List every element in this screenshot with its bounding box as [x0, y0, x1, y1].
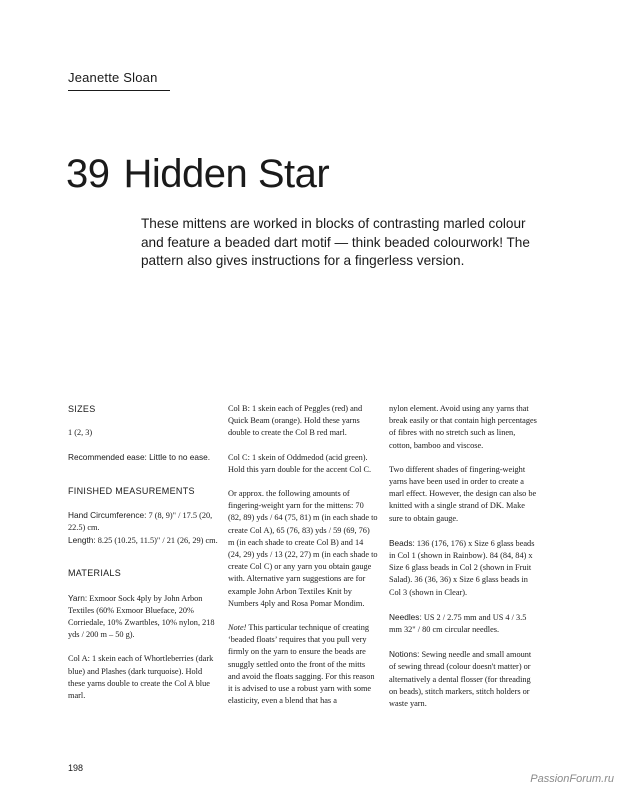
ease-label: Recommended ease: — [68, 452, 147, 463]
note-value: This particular technique of creating ‘beaded floats’ requires that you pull very firmly on the yarn to ensure the beads are snuggly settled onto the front of the mitts and avoid the floats sagging. For this reason it is advised to use a robust yarn with some elasticity, even a blend that has a — [228, 623, 375, 706]
needles-line — [389, 611, 539, 636]
notions-value: Sewing needle and small amount of sewing thread (colour doesn't matter) or alternatively a dental flosser (for threading on beads), stitch markers, stitch holders or waste yarn. — [389, 650, 532, 709]
hand-value: 7 (8, 9)" / 17.5 (20, 22.5) cm. — [68, 510, 213, 533]
note-line — [228, 622, 378, 707]
materials-heading: MATERIALS — [68, 568, 122, 579]
author-name: Jeanette Sloan — [68, 70, 170, 91]
length-line — [68, 534, 218, 547]
yarn-value: Exmoor Sock 4ply by John Arbon Textiles (60% Exmoor Blueface, 20% Corriedale, 10% Zwartbles, 10% nylon, 218 yds / 200 m – 50 g). — [68, 593, 215, 640]
finished-heading: FINISHED MEASUREMENTS — [68, 485, 195, 496]
note-label: Note! — [228, 623, 247, 633]
length-value: 8.25 (10.25, 11.5)" / 21 (26, 29) cm. — [95, 536, 218, 546]
hand-line — [68, 509, 218, 534]
col-c-text: Col C: 1 skein of Oddmedod (acid green). Hold this yarn double for the accent Col C. — [228, 452, 372, 474]
shades-text: Two different shades of fingering-weight yarns have been used in order to create a marl effect. However, the design can also be knitted with a single strand of DK. Make sure to obtain gauge. — [389, 464, 537, 523]
yarn-label: Yarn: — [68, 592, 88, 603]
column-1 — [68, 403, 218, 714]
nylon-text: nylon element. Avoid using any yarns that break easily or that contain high percentages of fibres with no stretch such as linen, cotton, bamboo and viscose. — [389, 404, 537, 450]
beads-label: Beads: — [389, 537, 415, 548]
hand-label: Hand Circumference: — [68, 509, 147, 520]
yarn-line — [68, 592, 218, 642]
ease-line — [68, 451, 218, 464]
approx-text: Or approx. the following amounts of fingering-weight yarn for the mittens: 70 (82, 89) yds / 64 (75, 81) m (in each shade to create Col A), 65 (76, 83) yds / 59 (69, 76) m (in each shade to create Col B) and 14 (24, 29) yds / 13 (22, 27) m (in each shade to create Col C) or any yarn you obtain gauge with. Alternative yarn suggestions are for example John Arbon Textiles Knit by Numbers 4ply and Rosa Pomar Mondim. — [228, 489, 378, 608]
sizes-value: 1 (2, 3) — [68, 428, 93, 438]
pattern-name: Hidden Star — [123, 152, 330, 196]
length-label: Length: — [68, 535, 96, 546]
sizes-heading: SIZES — [68, 404, 96, 414]
needles-label: Needles: — [389, 611, 422, 622]
column-2 — [228, 403, 378, 719]
watermark: PassionForum.ru — [530, 773, 614, 785]
page-number: 198 — [68, 763, 84, 773]
col-a-text: Col A: 1 skein each of Whortleberries (dark blue) and Plashes (dark turquoise). Hold these yarns double to create the Col A blue marl. — [68, 654, 214, 701]
pattern-number: 39 — [66, 152, 110, 196]
beads-value: 136 (176, 176) x Size 6 glass beads in Col 1 (shown in Rainbow). 84 (84, 84) x Size 6 glass beads in Col 2 (shown in Fruit Salad). 36 (36, 36) x Size 6 glass beads in Col 3 (shown in Clear). — [389, 538, 535, 597]
column-3 — [389, 403, 539, 722]
notions-line — [389, 648, 539, 710]
notions-label: Notions: — [389, 649, 420, 660]
ease-value: Little to no ease. — [146, 452, 211, 463]
beads-line — [389, 537, 539, 599]
intro-paragraph: These mittens are worked in blocks of contrasting marled colour and feature a beaded dart motif — think beaded colourwork! The pattern also gives instructions for a fingerless version. — [141, 216, 530, 268]
col-b-text: Col B: 1 skein each of Peggles (red) and Quick Beam (orange). Hold these yarns double to create the Col B red marl. — [228, 404, 363, 438]
needles-value: US 2 / 2.75 mm and US 4 / 3.5 mm 32" / 80 cm circular needles. — [389, 612, 527, 635]
pattern-title — [66, 152, 329, 197]
